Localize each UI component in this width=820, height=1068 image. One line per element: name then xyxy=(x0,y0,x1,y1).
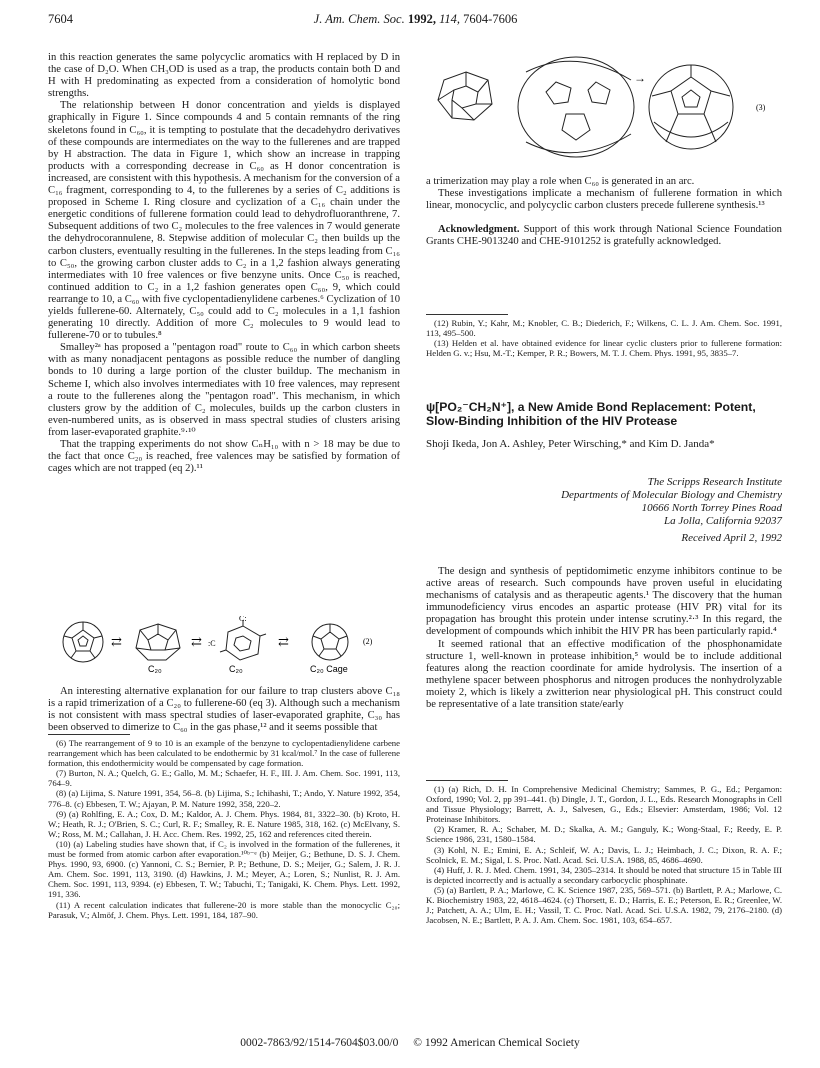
eq2-label-3: C₂₀ Cage xyxy=(310,664,348,674)
paragraph: That the trapping experiments do not show CₙH₁₀ with n > 18 may be due to the fact that once C₂₀ is reached, free valences may be satisfied by formation of cages which are not trapped (eq 2).¹¹ xyxy=(48,439,400,475)
c20-carbene-structure xyxy=(220,620,266,660)
fullerene-60-structure xyxy=(649,65,733,149)
article-code: 0002-7863/92/1514-7604$03.00/0 xyxy=(240,1037,399,1049)
c20-bowl-structure xyxy=(136,624,180,660)
article-title: ψ[PO₂⁻CH₂N⁺], a New Amide Bond Replacement: Potent, Slow-Binding Inhibition of the HIV Protease xyxy=(426,400,756,428)
footnote: (7) Burton, N. A.; Quelch, G. E.; Gallo, M. M.; Schaefer, H. F., III. J. Am. Chem. Soc. 1991, 113, 764–9. xyxy=(48,768,400,789)
paragraph: The relationship between H donor concentration and yields is displayed graphically in Figure 1. Since compounds 4 and 5 contain remnants of the ring skeletons found in C₆₀, it is tempting to postulate that the decadehydro derivatives of these compounds are intermediates on the way to the fullerenes and are trapped by H abstraction. The data in Figure 1, which show an increase in trapping products with a corresponding decrease in C₆₀ as H donor concentration is increased, are consistent with this hypothesis. A mechanism for the conversion of a C₁₆ fragment, corresponding to 4, to the fullerenes by a series of C₂ additions is proposed in Scheme I. Ring closure and cyclization of a C₁₆ chain under the energetic conditions of fullerene formation could lead to dehydrofluoranthrene, 7. Subsequent additions of two C₂ molecules to the free valences in 7 would generate the dehydrocorannulene, 8. Stepwise addition of molecular C₂ then builds up the carbon clusters, eventually resulting in the fullerenes. In the steps leading from C₁₆ to C₅₀, the growing carbon cluster adds to C₂ in a 1,2 fashion always generating intermediates with 10 free valences or five benzyne units. Once C₅₀ is reached, continued addition to C₂ in a 1,2 fashion generates open C₆₀, 9, which could rearrange to 10, a C₆₀ with five cyclopentadienylidene carbenes.⁶ Cyclization of 10 yields fullerene-60. Alternately, C₅₀ could add to C₂ molecules in a 1,1 fashion generating 10 directly. Addition of more C₂ molecules to 9 would lead to fullerene-70 or to tubules.⁸ xyxy=(48,100,401,342)
footnote: (5) (a) Bartlett, P. A.; Marlowe, C. K. Science 1987, 235, 569–571. (b) Bartlett, P. A.; Marlowe, C. K. Biochemistry 1983, 22, 4618–4624. (c) Thorsett, E. D.; Harris, E. E.; Peterson, E. R.; Greenlee, W. J.; Patchett, A. A.; Ulm, E. H.; Vassil, T. C. Proc. Natl. Acad. Sci. U.S.A. 1982, 79, 2176–2180. (d) Jacobsen, N. E.; Bartlett, P. A. J. Am. Chem. Soc. 1981, 103, 654–657. xyxy=(426,884,782,926)
equilibrium-arrow: ⇄ xyxy=(191,634,202,649)
affiliation-line: Departments of Molecular Biology and Chemistry xyxy=(561,489,782,501)
copyright: © 1992 American Chemical Society xyxy=(413,1037,580,1049)
footnote: (9) (a) Rohlfing, E. A.; Cox, D. M.; Kaldor, A. J. Chem. Phys. 1984, 81, 3322–30. (b) Kroto, H. W.; Heath, R. J.; O'Brien, S. C.; Curl, R. F.; Smalley, R. E. Nature 1985, 318, 162. (c) McElvany, S. W.; Ross, M. M.; Callahan, J. H. Acc. Chem. Res. 1992, 25, 162 and references cited therein. xyxy=(48,808,400,839)
paragraph: The design and synthesis of peptidomimetic enzyme inhibitors continue to be active areas of research. Such compounds have proven useful in elucidating mechanisms of catalysis and as therapeutic agents.¹ The discovery that the human immunodeficiency virus encodes an aspartic protease (HIV PR) vital for its propagation has brought this protein under intense scrutiny.²·³ In this regard, the development of compounds which inhibit the HIV PR has been particularly rapid.⁴ xyxy=(426,566,782,638)
equation-2-figure xyxy=(48,616,400,678)
equation-3-figure xyxy=(426,52,782,170)
paragraph: These investigations implicate a mechanism of fullerene formation in which linear, monocyclic, and polycyclic carbon clusters precede fullerene synthesis.¹³ xyxy=(426,188,782,212)
footnote: (8) (a) Lijima, S. Nature 1991, 354, 56–8. (b) Lijima, S.; Ichihashi, T.; Ando, Y. Nature 1992, 354, 776–8. (c) Ebbesen, T. W.; Ajayan, P. M. Nature 1992, 358, 220–2. xyxy=(48,788,400,809)
footnote: (10) (a) Labeling studies have shown that, if C₂ is involved in the formation of the fullerenes, it must be formed from atomic carbon after evaporation.¹⁰ᵇ⁻ᵉ (b) Meijer, G.; Bethune, D. S. J. Chem. Phys. 1990, 93, 6900. (c) Yannoni, C. S.; Bernier, P. P.; Bethune, D. S.; Meijer, G.; Salem, J. R. J. Am. Chem. Soc. 1991, 113, 3190. (d) Hawkins, J. M.; Meyer, A.; Loren, S.; Nunlist, R. J. Am. Chem. Soc. 1991, 113, 9394. (e) Ebbesen, T. W.; Tabuchi, T.; Tanigaki, K. Chem. Phys. Lett. 1992, 191, 336. xyxy=(48,838,400,900)
eq2-label-1: C₂₀ xyxy=(148,664,162,674)
journal-name: J. Am. Chem. Soc. xyxy=(313,12,405,26)
equation-number: (3) xyxy=(756,103,766,112)
footnote: (1) (a) Rich, D. H. In Comprehensive Medicinal Chemistry; Sammes, P. G., Ed.; Pergamon: Oxford, 1990; Vol. 2, pp 391–441. (b) Dingle, J. T., Gordon, J. L., Eds. Research Monographs in Cell and Tissue Physiology; Barrett, A. J., Salvesen, G., Eds.; Elsevier: Amsterdam, 1986; Vol. 12 Proteinase Inhibitors. xyxy=(426,784,782,825)
left-footnotes xyxy=(48,738,400,920)
trimerization-ring xyxy=(518,57,634,157)
footnote: (4) Huff, J. R. J. Med. Chem. 1991, 34, 2305–2314. It should be noted that structure 15 in Table III is depicted incorrectly and is actually a secondary carbocyclic phosphinate. xyxy=(426,864,782,885)
footnote: (12) Rubin, Y.; Kahr, M.; Knobler, C. B.; Diederich, F.; Wilkens, C. L. J. Am. Chem. Soc. 1991, 113, 495–500. xyxy=(426,318,782,339)
journal-volume: 114, xyxy=(439,12,461,26)
article-body xyxy=(426,566,782,711)
affiliation-line: The Scripps Research Institute xyxy=(647,476,782,488)
arrow-icon: → xyxy=(634,71,646,85)
paragraph: It seemed rational that an effective modification of the phosphonamidate structure 1, well-known in protease inhibition,⁵ would be to include additional features along the reaction coordinate for amide hydrolysis. The insertion of a methylene spacer between phosphorus and nitrogen produces the nonhydrolyzable moiety 2, which is likely a zwitterion near physiological pH. This construct could be representative of a late transition state/early xyxy=(426,638,782,711)
equation-number: (2) xyxy=(363,637,373,646)
footnote-rule xyxy=(426,314,508,315)
c20-cage-final-structure xyxy=(312,624,348,660)
acknowledgment-text: Support of this work through National Science Foundation Grants CHE-9013240 and CHE-9101252 is gratefully acknowledged. xyxy=(426,224,782,248)
footnote: (3) Kohl, N. E.; Emini, E. A.; Schleif, W. A.; Davis, L. J.; Heimbach, J. C.; Dixon, R. A. F.; Scolnick, E. M.; Sigal, I. S. Proc. Natl. Acad. Sci. U.S.A. 1988, 85, 4686–4690. xyxy=(426,844,782,865)
carbene-mark: :C xyxy=(208,639,216,648)
received-date: Received April 2, 1992 xyxy=(681,532,782,544)
page-number: 7604 xyxy=(48,12,73,26)
affiliation xyxy=(426,476,782,545)
c20-bowl-structure xyxy=(438,72,492,120)
carbene-mark: C: xyxy=(239,616,247,623)
paragraph: An interesting alternative explanation for our failure to trap clusters above C₁₈ is a rapid trimerization of a C₂₀ to fullerene-60 (eq 3). Although such a mechanism is not consistent with mass spectral studies of laser-evaporated graphite, C₃₀ has been observed to dimerize to C₆₀ in the gas phase,¹² and it seems possible that xyxy=(48,686,400,734)
journal-year: 1992, xyxy=(407,12,436,26)
footnote: (2) Kramer, R. A.; Schaber, M. D.; Skalka, A. M.; Ganguly, K.; Wong-Staal, F.; Reedy, E. P. Science 1986, 231, 1580–1584. xyxy=(426,824,782,845)
footnote: (13) Helden et al. have obtained evidence for linear cyclic clusters prior to fullerene formation: Helden G. v.; Hsu, M.-T.; Kemper, P. R.; Bowers, M. T. J. Chem. Phys. 1991, 95, 3835–7. xyxy=(426,338,782,359)
eq2-label-2: C₂₀ xyxy=(229,664,243,674)
article-authors: Shoji Ikeda, Jon A. Ashley, Peter Wirsching,* and Kim D. Janda* xyxy=(426,438,715,450)
c20-cage-structure xyxy=(63,622,103,662)
acknowledgment xyxy=(426,224,782,248)
paragraph: a trimerization may play a role when C₆₀ is generated in an arc. xyxy=(426,176,695,187)
equilibrium-arrow: ⇄ xyxy=(278,634,289,649)
footnote: (6) The rearrangement of 9 to 10 is an example of the benzyne to cyclopentadienylidene carbene rearrangement which has been calculated to be endothermic by 31 kcal/mol.⁷ In the case of fullerene formation, this endothermicity would be compensated by cage formation. xyxy=(48,738,400,769)
paragraph: Smalley²ᵃ has proposed a "pentagon road" route to C₆₀ in which carbon sheets with as many nonadjacent pentagons as possible reduce the number of dangling bonds to 10 during a large portion of the cluster buildup. The mechanism in Scheme I, which also involves intermediates with 10 free valences, may represent a route to the fullerenes along the "pentagon road". This mechanism, in which clusters grow by the addition of C₂ molecules, builds up the carbon clusters in even-numbered units, as is observed in mass spectral studies of clusters arising from laser-evaporated graphite.⁹·¹⁰ xyxy=(48,342,400,438)
right-column-body xyxy=(426,176,782,248)
footnote-rule xyxy=(426,780,508,781)
right-footnotes xyxy=(426,318,782,358)
equilibrium-arrow: ⇄ xyxy=(111,634,122,649)
left-column-body-2 xyxy=(48,686,400,734)
footnote-rule xyxy=(48,734,130,735)
article-footnotes xyxy=(426,784,782,925)
footnote: (11) A recent calculation indicates that fullerene-20 is more stable than the monocyclic C₂₀; Parasuk, V.; Almöf, J. Chem. Phys. Lett. 1991, 184, 187–90. xyxy=(48,899,400,920)
affiliation-line: La Jolla, California 92037 xyxy=(664,515,782,527)
journal-pages: 7604-7606 xyxy=(463,12,518,26)
page-header xyxy=(48,12,783,30)
left-column-body xyxy=(48,52,400,475)
page-footer xyxy=(0,1037,820,1049)
journal-citation xyxy=(48,12,783,27)
affiliation-line: 10666 North Torrey Pines Road xyxy=(641,502,782,514)
acknowledgment-label: Acknowledgment. xyxy=(438,224,520,236)
paragraph: in this reaction generates the same polycyclic aromatics with H replaced by D in the case of D₂O. When CH₃OD is used as a trap, the products contain both D and H with H predominating as expected from a consideration of homolytic bond strengths. xyxy=(48,52,400,100)
